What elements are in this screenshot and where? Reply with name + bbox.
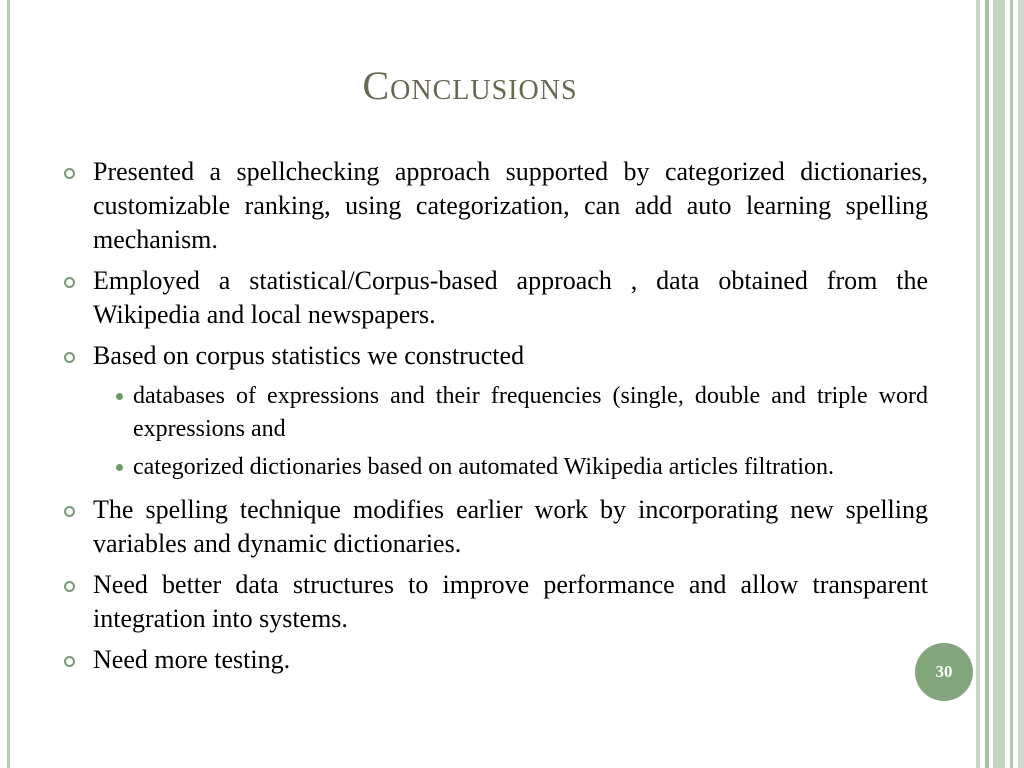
bullet-circle-icon: [64, 656, 75, 667]
bullet-dot-icon: [116, 464, 123, 471]
slide-content: [62, 155, 928, 684]
bullet-circle-icon: [64, 352, 75, 363]
stripe: [1010, 0, 1013, 768]
sub-bullet-text: databases of expressions and their frequencies (single, double and triple word expressions and: [133, 383, 928, 442]
bullet-text: Employed a statistical/Corpus-based approach , data obtained from the Wikipedia and local newspapers.: [93, 266, 928, 329]
bullet-item: [62, 643, 928, 677]
bullet-text: The spelling technique modifies earlier work by incorporating new spelling variables and dynamic dictionaries.: [93, 495, 928, 558]
bullet-item: [62, 155, 928, 257]
bullet-text: Based on corpus statistics we constructed: [93, 341, 525, 370]
stripe: [976, 0, 980, 768]
left-border-line: [7, 0, 10, 768]
bullet-item: [62, 339, 928, 373]
bullet-circle-icon: [64, 168, 75, 179]
bullet-text: Need more testing.: [93, 645, 291, 674]
bullet-circle-icon: [64, 581, 75, 592]
page-number-badge: 30: [915, 643, 973, 701]
bullet-text: Presented a spellchecking approach supported by categorized dictionaries, customizable ranking, using categorization, can add auto learning spelling mechanism.: [93, 157, 928, 254]
sub-bullet-text: categorized dictionaries based on automated Wikipedia articles filtration.: [133, 454, 834, 480]
slide-title: Conclusions: [362, 63, 578, 108]
stripe: [985, 0, 989, 768]
stripe: [993, 0, 1005, 768]
right-decorative-stripes: [976, 0, 1024, 768]
bullet-text: Need better data structures to improve performance and allow transparent integration into systems.: [93, 570, 928, 633]
bullet-item: [62, 264, 928, 332]
bullet-circle-icon: [64, 277, 75, 288]
bullet-item: [62, 568, 928, 636]
sub-bullet-item: [102, 380, 928, 446]
bullet-circle-icon: [64, 506, 75, 517]
bullet-dot-icon: [116, 393, 123, 400]
sub-bullet-item: [102, 451, 928, 484]
bullet-item: [62, 493, 928, 561]
stripe: [1018, 0, 1024, 768]
